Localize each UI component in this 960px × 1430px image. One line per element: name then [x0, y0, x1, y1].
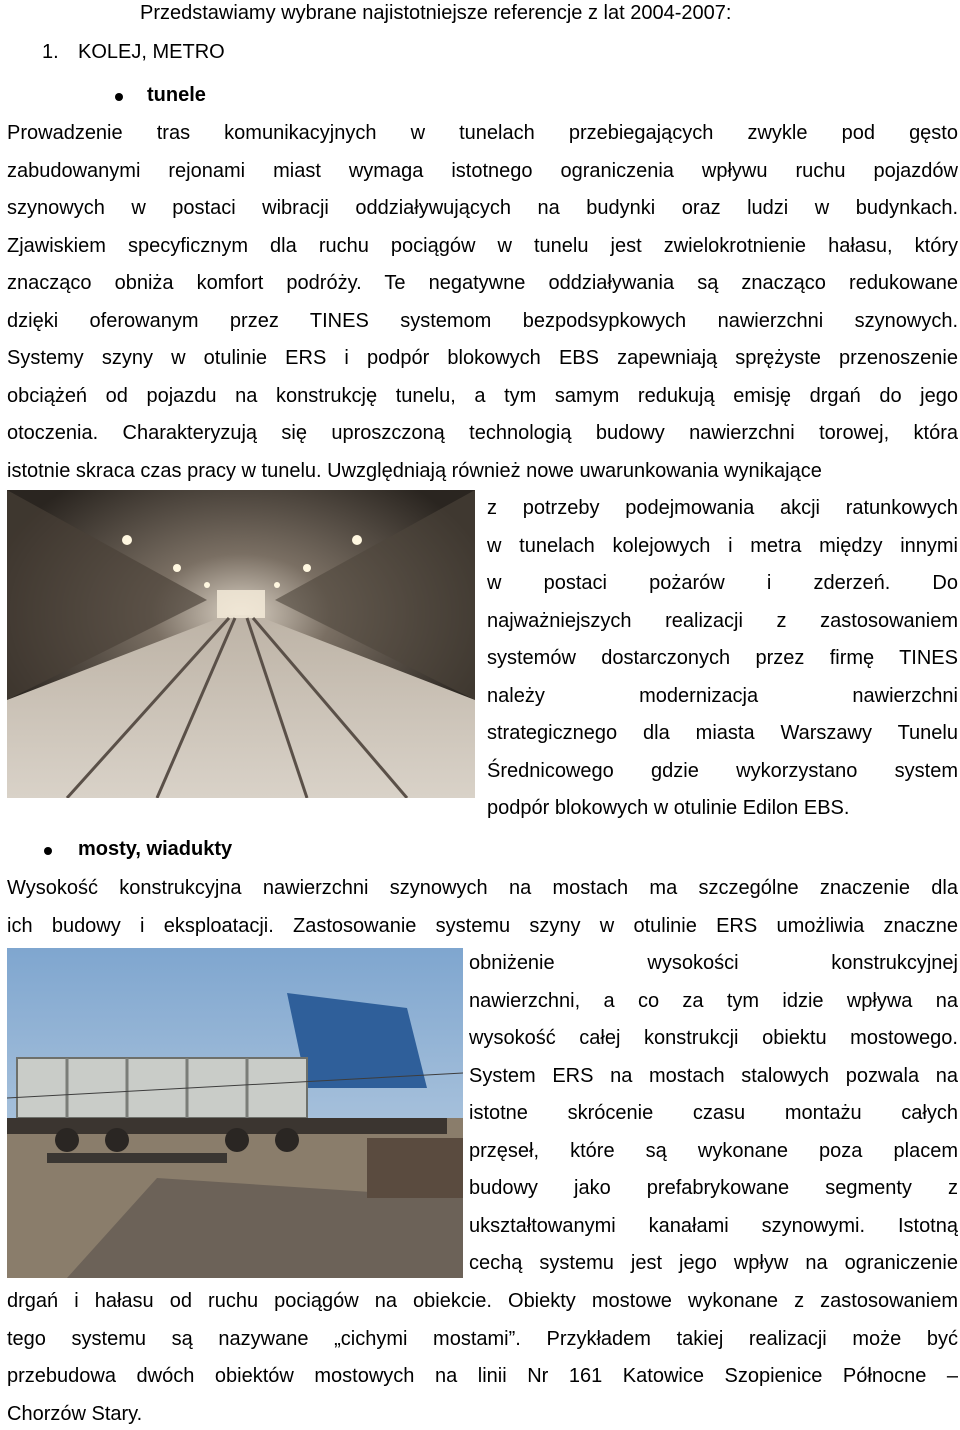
text-line: tego systemu są nazywane „cichymi mostami”. Przykładem takiej realizacji może być	[7, 1327, 958, 1350]
text-line: budowy jako prefabrykowane segmenty z	[469, 1177, 958, 1199]
mosty-heading: mosty, wiadukty	[78, 838, 233, 860]
text-line: szynowych w postaci wibracji oddziaływujących na budynki oraz ludzi w budynkach.	[7, 197, 958, 219]
text-line: obniżenie wysokości konstrukcyjnej	[469, 952, 958, 974]
bridge-photo	[7, 948, 463, 1278]
text-line: ich budowy i eksploatacji. Zastosowanie systemu szyny w otulinie ERS umożliwia znaczne	[7, 914, 958, 937]
bullet-icon	[115, 93, 123, 101]
tunnel-photo	[7, 490, 475, 798]
intro-text: Przedstawiamy wybrane najistotniejsze referencje z lat 2004-2007:	[140, 2, 732, 24]
text-line: nawierzchni, a co za tym idzie wpływa na	[469, 989, 958, 1012]
text-line: ukształtowanymi kanałami szynowymi. Istotną	[469, 1214, 958, 1237]
text-line: w tunelach kolejowych i metra między innymi	[487, 534, 958, 557]
text-line: Systemy szyny w otulinie ERS i podpór blokowych EBS zapewniają sprężyste przenoszenie	[7, 347, 958, 369]
text-line: Wysokość konstrukcyjna nawierzchni szynowych na mostach ma szczególne znaczenie dla	[7, 877, 958, 899]
text-line: przęseł, które są wykonane poza placem	[469, 1139, 958, 1162]
text-line: Prowadzenie tras komunikacyjnych w tunelach przebiegających zwykle pod gęsto	[7, 122, 958, 144]
text-line: wysokość całej konstrukcji obiektu mostowego.	[469, 1027, 958, 1049]
text-line: drgań i hałasu od ruchu pociągów na obiekcie. Obiekty mostowe wykonane z zastosowaniem	[7, 1290, 958, 1312]
text-line: Średnicowego gdzie wykorzystano system	[487, 759, 958, 782]
text-line: istotne skrócenie czasu montażu całych	[469, 1102, 958, 1124]
text-line: Zjawiskiem specyficznym dla ruchu pociągów w tunelu jest zwielokrotnienie hałasu, który	[7, 234, 958, 257]
bullet-icon	[44, 847, 52, 855]
text-line: z potrzeby podejmowania akcji ratunkowych	[487, 497, 958, 519]
text-line: przebudowa dwóch obiektów mostowych na linii Nr 161 Katowice Szopienice Północne –	[7, 1365, 958, 1387]
tunele-heading: tunele	[147, 84, 206, 106]
text-line: należy modernizacja nawierzchni	[487, 684, 958, 707]
text-line: zabudowanymi rejonami miast wymaga istotnego ograniczenia wpływu ruchu pojazdów	[7, 159, 958, 182]
text-line: dzięki oferowanym przez TINES systemom bezpodsypkowych nawierzchni szynowych.	[7, 309, 958, 332]
text-line: strategicznego dla miasta Warszawy Tunelu	[487, 722, 958, 744]
text-line: istotnie skraca czas pracy w tunelu. Uwzględniają również nowe uwarunkowania wynikające	[7, 459, 822, 482]
text-line: otoczenia. Charakteryzują się uproszczoną technologią budowy nawierzchni torowej, która	[7, 422, 958, 444]
text-line: obciążeń od pojazdu na konstrukcję tunelu, a tym samym redukują emisję drgań do jego	[7, 384, 958, 407]
text-line: znacząco obniża komfort podróży. Te negatywne oddziaływania są znacząco redukowane	[7, 272, 958, 294]
section-title: KOLEJ, METRO	[78, 41, 225, 63]
text-line: w postaci pożarów i zderzeń. Do	[487, 572, 958, 594]
text-line: podpór blokowych w otulinie Edilon EBS.	[487, 797, 850, 819]
text-line: najważniejszych realizacji z zastosowaniem	[487, 609, 958, 632]
text-line: systemów dostarczonych przez firmę TINES	[487, 647, 958, 669]
text-line: cechą systemu jest jego wpływ na ograniczenie	[469, 1252, 958, 1274]
section-number: 1.	[42, 41, 59, 63]
text-line: Chorzów Stary.	[7, 1402, 143, 1425]
text-line: System ERS na mostach stalowych pozwala na	[469, 1064, 958, 1087]
